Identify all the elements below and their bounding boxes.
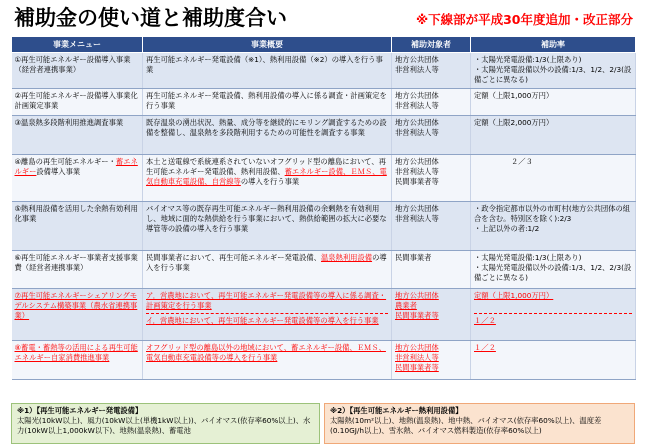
cell-target: 民間事業者: [392, 251, 471, 289]
cell-rate: 定額（上限1,000万円）: [471, 89, 636, 116]
note-title: ※1）【再生可能エネルギー発電設備】: [17, 406, 143, 415]
cell-rate: １／２: [471, 341, 636, 380]
cell-overview: 再生可能エネルギー発電設備（※1）、熱利用設備（※2）の導入を行う事業: [143, 53, 392, 89]
cell-rate: ２／３: [471, 155, 636, 202]
header-overview: 事業概要: [143, 37, 392, 53]
header-target: 補助対象者: [392, 37, 471, 53]
cell-overview: [143, 289, 392, 341]
cell-menu: ①再生可能エネルギー設備導入事業（経営者連携事業）: [12, 53, 143, 89]
cell-menu: ⑤熱利用設備を活用した余熱有効利用化事業: [12, 202, 143, 251]
overview-text: の導入を行う事業: [240, 177, 300, 187]
overview-text: の導入を行う事業: [146, 253, 387, 273]
cell-target: 地方公共団体 非営利法人等 民間事業者等: [392, 155, 471, 202]
cell-target: 地方公共団体 農業者 民間事業者等: [392, 289, 471, 341]
table-row: [12, 116, 636, 155]
overview-text-added: 温泉熱利用設備: [320, 253, 373, 262]
cell-menu: ⑥再生可能エネルギー事業者支援事業費（経営者連携事業）: [12, 251, 143, 289]
cell-overview: [143, 251, 392, 289]
cell-target: 地方公共団体 非営利法人等: [392, 202, 471, 251]
cell-rate: ・太陽光発電設備:1/3(上限あり) ・太陽光発電設備以外の設備:1/3、1/2、2/3(設備ごとに異なる): [471, 53, 636, 89]
table-row: [12, 202, 636, 251]
note-title: ※2）【再生可能エネルギー熱利用設備】: [330, 406, 463, 415]
cell-menu: ⑦再生可能エネルギーシェアリングモデルシステム構築事業（農水省連携事業）: [12, 289, 143, 341]
header-rate: 補助率: [471, 37, 636, 53]
note-heat-equipment: [324, 403, 635, 444]
table-row: [12, 289, 636, 341]
note-power-equipment: [11, 403, 320, 444]
rate-item-a: 定額（上限1,000万円）: [474, 291, 554, 300]
table-row: [12, 251, 636, 289]
cell-rate: 定額（上限2,000万円）: [471, 116, 636, 155]
note-text: 太陽光(10kW以上)、風力(10kW以上(単機1kW以上))、バイオマス(依存率60%以上)、水力(10kW以上1,000kW以下)、地熱(温泉熱)、蓄電池: [17, 416, 311, 436]
overview-item-a: ア．営農地において、再生可能エネルギー発電設備等の導入に係る調査・計画策定を行う事業: [146, 291, 387, 311]
header-menu: 事業メニュー: [12, 37, 143, 53]
cell-menu: ②再生可能エネルギー設備導入事業化計画策定事業: [12, 89, 143, 116]
overview-text: 本土と送電線で系統連系されていないオフグリッド型の離島において、再生可能エネルギー発電設備、熱利用設備、: [146, 157, 386, 177]
page-subtitle: ※下線部が平成30年度追加・改正部分: [415, 12, 633, 27]
cell-rate: ・太陽光発電設備:1/3(上限あり) ・太陽光発電設備以外の設備:1/3、1/2、2/3(設備ごとに異なる): [471, 251, 636, 289]
cell-overview: バイオマス等の既存再生可能エネルギー熱利用設備の余剰熱を有効利用し、地域に面的な熱供給を行う事業において、熱供給範囲の拡大に必要な導管等の設備の導入を行う事業: [143, 202, 392, 251]
cell-menu: [12, 155, 143, 202]
cell-menu: ③温泉熱多段階利用推進調査事業: [12, 116, 143, 155]
table-row: [12, 341, 636, 380]
cell-rate: [471, 289, 636, 341]
page-title: 補助金の使い道と補助度合い: [14, 6, 287, 30]
rate-item-b: １／２: [474, 313, 632, 326]
table-row: [12, 53, 636, 89]
table-row: [12, 89, 636, 116]
menu-text: 設備導入事業: [36, 167, 81, 177]
overview-item-b: イ．営農地において、再生可能エネルギー発電設備等の導入を行う事業: [146, 313, 388, 326]
cell-menu: ⑧蓄電・蓄熱等の活用による再生可能エネルギー自家消費推進事業: [12, 341, 143, 380]
cell-target: 地方公共団体 非営利法人等: [392, 116, 471, 155]
cell-overview: オフグリッド型の離島以外の地域において、蓄エネルギー設備、ＥＭＳ、電気自動車充電設備等の導入を行う事業: [143, 341, 392, 380]
note-text: 太陽熱(10m²以上)、地熱(温泉熱)、地中熱、バイオマス(依存率60%以上)、温度差(0.10GJ/h以上)、雪氷熱、バイオマス燃料製造(依存率60%以上): [330, 416, 602, 436]
overview-text: 民間事業者において、再生可能エネルギー発電設備、: [146, 253, 321, 262]
cell-overview: 既存温泉の湧出状況、熱量、成分等を継続的にモリング調査するための設備を整備し、温泉熱を多段階利用するための可能性を調査する事業: [143, 116, 392, 155]
menu-text: ④離島の再生可能エネルギー・: [14, 157, 116, 166]
subsidy-table: [11, 36, 636, 380]
cell-target: 地方公共団体 非営利法人等 民間事業者等: [392, 341, 471, 380]
menu-text-added: 蓄エネルギー: [14, 157, 138, 177]
table-header-row: [12, 37, 636, 53]
cell-overview: [143, 155, 392, 202]
overview-text-added: 蓄エネルギー設備、ＥＭＳ、電気自動車充電設備、自営線等: [146, 167, 387, 187]
table-row: [12, 155, 636, 202]
cell-rate: ・政令指定都市以外の市町村(地方公共団体の組合を含む。特別区を除く):2/3 ・上記以外の者:1/2: [471, 202, 636, 251]
cell-target: 地方公共団体 非営利法人等: [392, 53, 471, 89]
cell-overview: 再生可能エネルギー発電設備、熱利用設備の導入に係る調査・計画策定を行う事業: [143, 89, 392, 116]
cell-target: 地方公共団体 非営利法人等: [392, 89, 471, 116]
